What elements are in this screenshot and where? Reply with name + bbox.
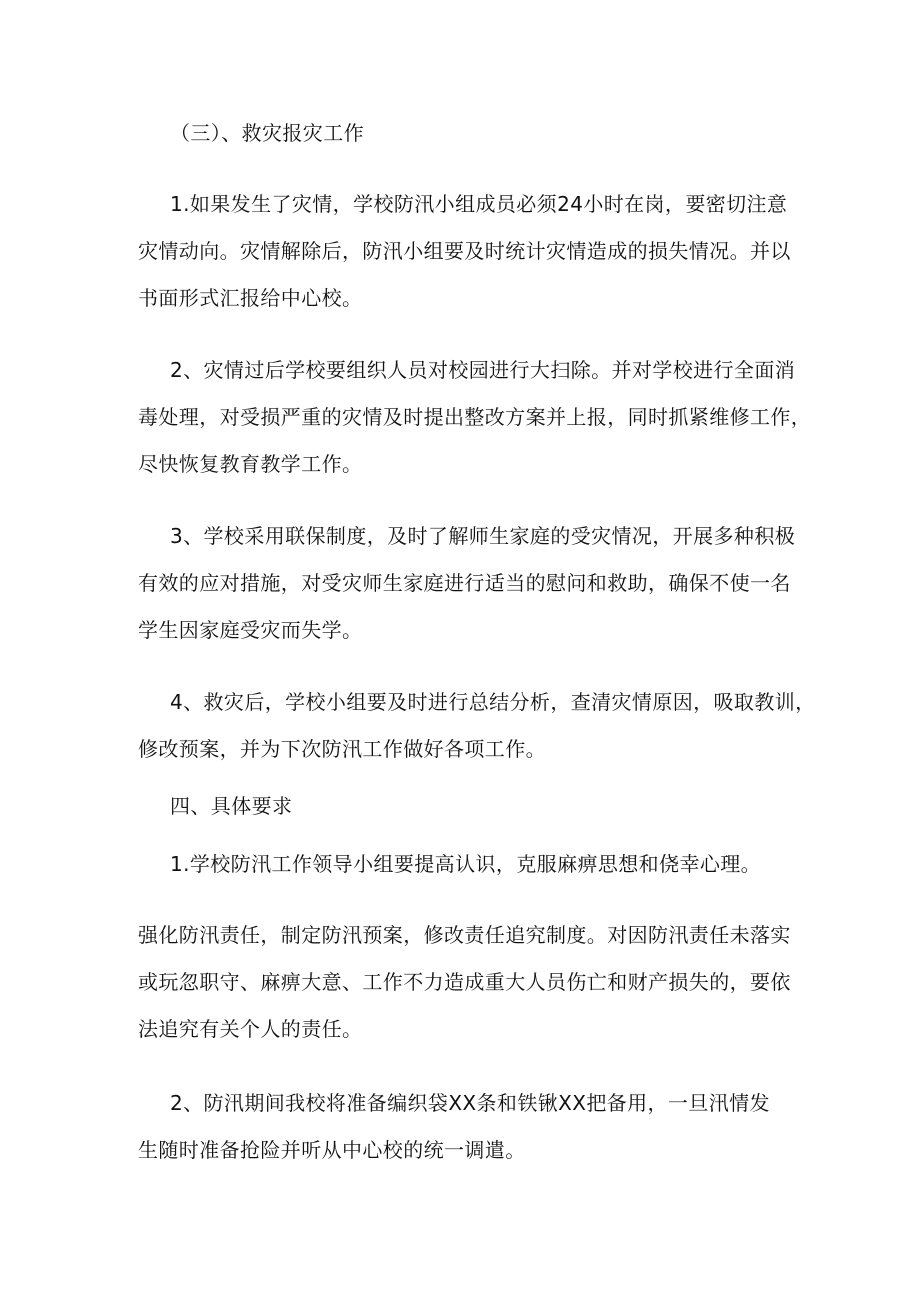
paragraph-6-line-1: 2、防汛期间我校将准备编织袋XX条和铁锹XX把备用，一旦汛情发 — [170, 1091, 770, 1115]
paragraph-6-line-2: 生随时准备抢险并听从中心校的统一调遣。 — [138, 1138, 526, 1162]
paragraph-1-line-2: 灾情动向。灾情解除后，防汛小组要及时统计灾情造成的损失情况。并以 — [138, 239, 791, 263]
paragraph-3-line-1: 3、学校采用联保制度，及时了解师生家庭的受灾情况，开展多种积极 — [170, 524, 796, 548]
paragraph-4-line-2: 修改预案，并为下次防汛工作做好各项工作。 — [138, 737, 546, 761]
paragraph-2-line-1: 2、灾情过后学校要组织人员对校园进行大扫除。并对学校进行全面消 — [170, 358, 796, 382]
paragraph-5-line-2: 或玩忽职守、麻痹大意、工作不力造成重大人员伤亡和财产损失的，要依 — [138, 970, 791, 994]
paragraph-5-line-1: 强化防汛责任，制定防汛预案，修改责任追究制度。对因防汛责任未落实 — [138, 923, 791, 947]
paragraph-2-line-2: 毒处理，对受损严重的灾情及时提出整改方案并上报，同时抓紧维修工作， — [138, 405, 812, 429]
section-heading-rescue: （三）、救灾报灾工作 — [170, 121, 364, 145]
paragraph-2-line-3: 尽快恢复教育教学工作。 — [138, 452, 363, 476]
paragraph-3-line-2: 有效的应对措施，对受灾师生家庭进行适当的慰问和救助，确保不使一名 — [138, 571, 791, 595]
paragraph-5-line-3: 法追究有关个人的责任。 — [138, 1017, 363, 1041]
paragraph-4-line-1: 4、救灾后，学校小组要及时进行总结分析，查清灾情原因，吸取教训， — [170, 690, 816, 714]
section-heading-requirements: 四、具体要求 — [170, 794, 293, 818]
paragraph-1-line-1: 1.如果发生了灾情，学校防汛小组成员必须24小时在岗，要密切注意 — [170, 192, 788, 216]
paragraph-1-line-3: 书面形式汇报给中心校。 — [138, 286, 363, 310]
requirement-1: 1.学校防汛工作领导小组要提高认识，克服麻痹思想和侥幸心理。 — [170, 852, 762, 876]
paragraph-3-line-3: 学生因家庭受灾而失学。 — [138, 618, 363, 642]
